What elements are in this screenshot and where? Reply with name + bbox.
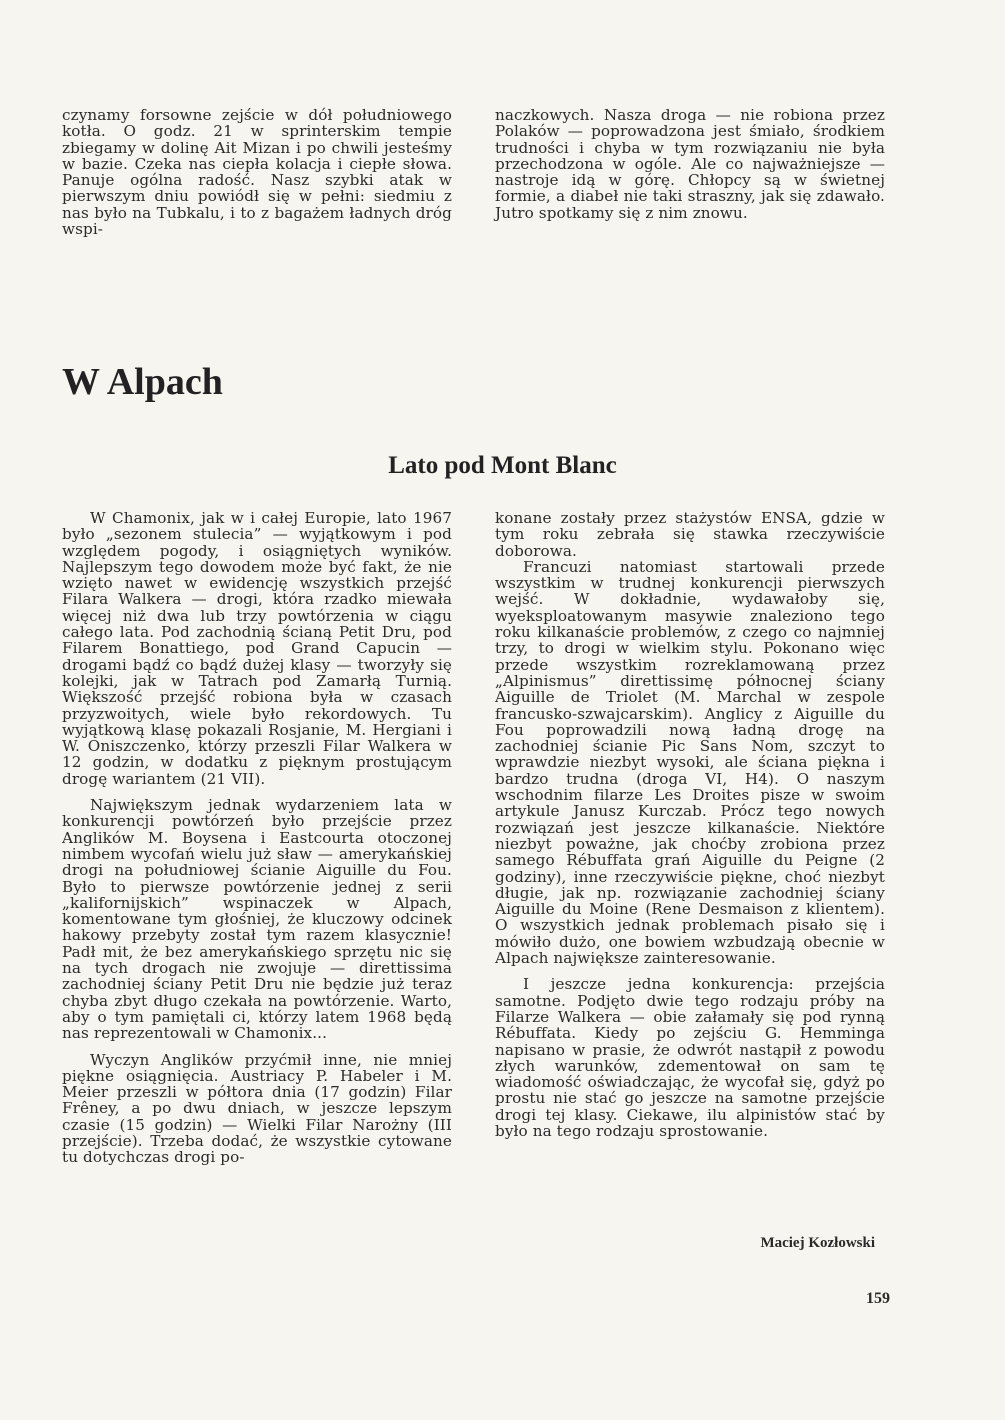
page-number: 159 <box>866 1290 890 1307</box>
paragraph: Największym jednak wydarzeniem lata w konkurencji powtórzeń było przejście przez Anglików M. Boysena i Eastcourta otoczonej nimbem wycofań wielu już sław — amerykańskiej drogi na południowej ścianie Aiguille du Fou. Było to pierwsze powtórzenie jednej z serii „kalifornijskich” wspinaczek w Alpach, komentowane tym głośniej, że kluczowy odcinek hakowy przebyty został tym razem klasycznie! Padł mit, że bez amerykańskiego sprzętu nic się na tych drogach nie zwojuje — direttissima zachodniej ściany Petit Dru nie będzie już teraz chyba zbyt długo czekała na powtórzenie. Warto, aby o tym pamiętali ci, którzy latem 1968 będą nas reprezentowali w Chamonix... <box>62 796 452 1043</box>
paragraph: czynamy forsowne zejście w dół południowego kotła. O godz. 21 w sprinterskim tempie zbiegamy w dolinę Ait Mizan i po chwili jesteśmy w bazie. Czeka nas ciepła kolacja i ciepłe słowa. Panuje ogólna radość. Nasz szybki atak w pierwszym dniu powiódł się w pełni: siedmiu z nas było na Tubkalu, i to z bagażem ładnych dróg wspi- <box>62 106 452 239</box>
paragraph: I jeszcze jedna konkurencja: przejścia samotne. Podjęto dwie tego rodzaju próby na Filarze Walkera — obie załamały się pod rynną Rébuffata. Kiedy po zejściu G. Hemminga napisano w prasie, że odwrót nastąpił z powodu złych warunków, zdementował on sam tę wiadomość oświadczając, że wycofał się, gdyż po prostu nie stać go jeszcze na samotne przejście drogi tej klasy. Ciekawe, ilu alpinistów stać by było na tego rodzaju sprostowanie. <box>495 975 885 1140</box>
paragraph: konane zostały przez stażystów ENSA, gdzie w tym roku zebrała się stawka rzeczywiście doborowa. <box>495 509 885 560</box>
author-signature: Maciej Kozłowski <box>760 1235 875 1251</box>
paragraph: W Chamonix, jak w i całej Europie, lato 1967 było „sezonem stulecia” — wyjątkowym i pod względem pogody, i osiągniętych wyników. Najlepszym tego dowodem może być fakt, że nie wzięto nawet w ewidencję wszystkich przejść Filara Walkera — drogi, która rzadko miewała więcej niż dwa lub trzy powtórzenia w ciągu całego lata. Pod zachodnią ścianą Petit Dru, pod Filarem Bonattiego, pod Grand Capucin — drogami bądź co bądź dużej klasy — tworzyły się kolejki, jak w Tatrach pod Zamarłą Turnią. Większość przejść robiona była w czasach przyzwoitych, wiele było rekordowych. Tu wyjątkową klasę pokazali Rosjanie, M. Hergiani i W. Oniszczenko, którzy przeszli Filar Walkera w 12 godzin, w dodatku z pięknym prostującym drogę wariantem (21 VII). <box>62 509 452 788</box>
article-title: Lato pod Mont Blanc <box>388 452 617 479</box>
intro-column-right <box>495 107 885 221</box>
paragraph: Wyczyn Anglików przyćmił inne, nie mniej piękne osiągnięcia. Austriacy P. Habeler i M. Meier przeszli w półtora dnia (17 godzin) Filar Frêney, a po dwu dniach, w jeszcze lepszym czasie (15 godzin) — Wielki Filar Narożny (III przejście). Trzeba dodać, że wszystkie cytowane tu dotychczas drogi po- <box>62 1050 452 1167</box>
paragraph: naczkowych. Nasza droga — nie robiona przez Polaków — poprowadzona jest śmiało, środkiem trudności i chyba w tym rozwiązaniu nie była przechodzona w ogóle. Ale co najważniejsze — nastroje idą w górę. Chłopcy są w świetnej formie, a diabeł nie taki straszny, jak się zdawało. Jutro spotkamy się z nim znowu. <box>495 106 885 222</box>
article-column-left <box>62 510 452 1166</box>
article-column-right <box>495 510 885 1139</box>
intro-column-left <box>62 107 452 237</box>
paragraph: Francuzi natomiast startowali przede wszystkim w trudnej konkurencji pierwszych wejść. W dokładnie, wydawałoby się, wyeksploatowanym masywie znaleziono tego roku kilkanaście problemów, z czego co najmniej trzy, to drogi w wielkim stylu. Pokonano więc przede wszystkim rozreklamowaną przez „Alpinismus” direttissimę północnej ściany Aiguille de Triolet (M. Marchal w zespole francusko-szwajcarskim). Anglicy z Aiguille du Fou poprowadzili nową ładną drogę na zachodniej ścianie Pic Sans Nom, szczyt to wprawdzie niezbyt wysoki, ale ściana piękna i bardzo trudna (droga VI, H4). O naszym wschodnim filarze Les Droites pisze w swoim artykule Janusz Kurczab. Prócz tego nowych rozwiązań jest jeszcze kilkanaście. Niektóre niezbyt poważne, jak choćby zrobiona przez samego Rébuffata grań Aiguille du Peigne (2 godziny), inne rzeczywiście piękne, choć niezbyt długie, jak np. rozwiązanie zachodniej ściany Aiguille du Moine (Rene Desmaison z klientem). O wszystkich jednak problemach pisało się i mówiło dużo, one bowiem wzbudzają obecnie w Alpach największe zainteresowanie. <box>495 557 885 968</box>
section-title: W Alpach <box>62 361 223 403</box>
